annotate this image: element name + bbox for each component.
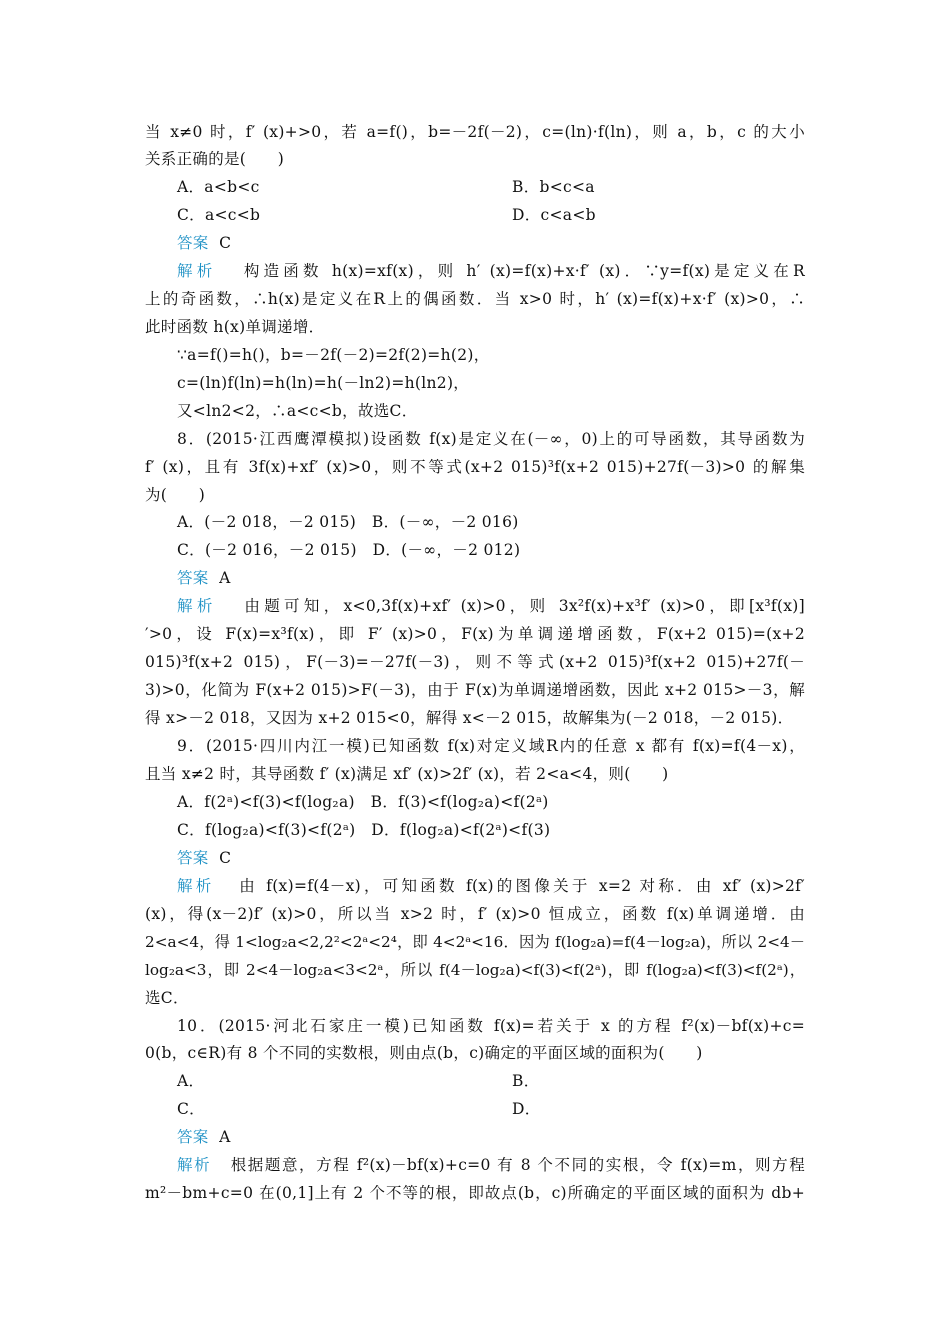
q7-analysis-line-4: ∵a=f()=h()，b=－2f(－2)=2f(2)=h(2)， (177, 346, 490, 364)
q10-option-a: A． (177, 1072, 205, 1090)
q8-analysis-line-4: 3)>0，化简为 F(x+2 015)>F(－3)，由于 F(x)为单调递增函数，因此 x+2 015>－3，解 (145, 681, 805, 699)
answer-value: C (219, 849, 232, 867)
q9-analysis-line-5: 选C． (145, 989, 189, 1007)
q7-option-c: C．a<c<b (177, 206, 261, 224)
q7-analysis-line-6: 又<ln2<2，∴a<c<b，故选C． (177, 402, 418, 420)
q8-stem-line-1: 8．(2015·江西鹰潭模拟)设函数 f(x)是定义在(－∞，0)上的可导函数，其导函数为 (177, 430, 805, 448)
q9-stem-line-2: 且当 x≠2 时，其导函数 f′ (x)满足 xf′ (x)>2f′ (x)，若 2<a<4，则( ) (145, 765, 669, 783)
q10-answer (177, 1127, 231, 1147)
q9-stem-line-1: 9．(2015·四川内江一模)已知函数 f(x)对定义域R内的任意 x 都有 f(x)=f(4－x)， (177, 737, 805, 755)
answer-value: A (219, 569, 231, 587)
q8-analysis-line-3: 015)³f(x+2 015)，F(－3)=－27f(－3)，则不等式(x+2 015)³f(x+2 015)+27f(－ (145, 653, 805, 671)
q7-stem-line-2: 关系正确的是( ) (145, 150, 285, 168)
q8-answer (177, 568, 231, 588)
q10-option-b: B． (512, 1072, 540, 1090)
answer-label: 答案 (177, 849, 209, 867)
q8-options-line-1: A．(－2 018，－2 015) B．(－∞，－2 016) (177, 513, 519, 531)
q8-analysis-line-5: 得 x>－2 018，又因为 x+2 015<0，解得 x<－2 015，故解集为(－2 018，－2 015)． (145, 709, 794, 727)
q9-options-line-2: C．f(log₂a)<f(3)<f(2ᵃ) D．f(log₂a)<f(2ᵃ)<f(3) (177, 821, 551, 839)
q9-answer (177, 848, 231, 868)
q8-stem-line-3: 为( ) (145, 486, 206, 504)
answer-label: 答案 (177, 1128, 209, 1146)
q8-analysis-line-2: ′>0，设 F(x)=x³f(x)，即 F′ (x)>0，F(x)为单调递增函数，F(x+2 015)=(x+2 (145, 625, 805, 643)
q10-stem-line-2: 0(b，c∈R)有 8 个不同的实数根，则由点(b，c)确定的平面区域的面积为( ) (145, 1044, 703, 1062)
q7-option-d: D．c<a<b (512, 206, 596, 224)
answer-value: A (219, 1128, 231, 1146)
q9-options-line-1: A．f(2ᵃ)<f(3)<f(log₂a) B．f(3)<f(log₂a)<f(2ᵃ) (177, 793, 549, 811)
answer-label: 答案 (177, 569, 209, 587)
q8-analysis-line-1: 解析 由题可知，x<0,3f(x)+xf′ (x)>0，则 3x²f(x)+x³f′ (x)>0，即[x³f(x)] (177, 597, 806, 615)
q7-analysis-line-3: 此时函数 h(x)单调递增． (145, 318, 325, 336)
q10-option-d: D． (512, 1100, 541, 1118)
q9-analysis-line-4: log₂a<3，即 2<4－log₂a<3<2ᵃ，所以 f(4－log₂a)<f(3)<f(2ᵃ)，即 f(log₂a)<f(3)<f(2ᵃ)， (145, 961, 805, 979)
answer-label: 答案 (177, 234, 209, 252)
q10-analysis-line-2: m²－bm+c=0 在(0,1]上有 2 个不等的根，即故点(b，c)所确定的平面区域的面积为 db+ (145, 1184, 805, 1202)
q7-analysis-line-5: c=(ln)f(ln)=h(ln)=h(－ln2)=h(ln2)， (177, 374, 470, 392)
analysis-label: 解析 (177, 877, 215, 895)
answer-value: C (219, 234, 232, 252)
q7-analysis-line-2: 上的奇函数，∴h(x)是定义在R上的偶函数．当 x>0 时，h′ (x)=f(x)+x·f′ (x)>0，∴ (145, 290, 805, 308)
q8-stem-line-2: f′ (x)，且有 3f(x)+xf′ (x)>0，则不等式(x+2 015)³f(x+2 015)+27f(－3)>0 的解集 (145, 458, 805, 476)
q9-analysis-line-2: (x)，得(x－2)f′ (x)>0，所以当 x>2 时，f′ (x)>0 恒成立，函数 f(x)单调递增．由 (145, 905, 805, 923)
q7-answer (177, 233, 231, 253)
q7-stem-line-1: 当 x≠0 时，f′ (x)+>0，若 a=f()，b=－2f(－2)，c=(ln)·f(ln)，则 a，b，c 的大小 (145, 123, 805, 141)
q9-analysis-line-3: 2<a<4，得 1<log₂a<2,2²<2ᵃ<2⁴，即 4<2ᵃ<16．因为 f(log₂a)=f(4－log₂a)，所以 2<4－ (145, 933, 805, 951)
q10-stem-line-1: 10．(2015·河北石家庄一模)已知函数 f(x)=若关于 x 的方程 f²(x)－bf(x)+c= (177, 1017, 805, 1035)
q10-analysis-line-1: 解析 根据题意，方程 f²(x)－bf(x)+c=0 有 8 个不同的实根，令 f(x)=m，则方程 (177, 1156, 805, 1174)
q8-options-line-2: C．(－2 016，－2 015) D．(－∞，－2 012) (177, 541, 521, 559)
q10-option-c: C． (177, 1100, 205, 1118)
analysis-label: 解析 (177, 1156, 212, 1174)
q7-analysis-line-1: 解析 构造函数 h(x)=xf(x)，则 h′ (x)=f(x)+x·f′ (x)．∵y=f(x)是定义在R (177, 262, 805, 280)
q7-option-b: B．b<c<a (512, 178, 595, 196)
analysis-label: 解析 (177, 262, 217, 280)
q7-option-a: A．a<b<c (177, 178, 260, 196)
analysis-label: 解析 (177, 597, 217, 615)
q9-analysis-line-1: 解析 由 f(x)=f(4－x)，可知函数 f(x)的图像关于 x=2 对称．由 xf′ (x)>2f′ (177, 877, 806, 895)
